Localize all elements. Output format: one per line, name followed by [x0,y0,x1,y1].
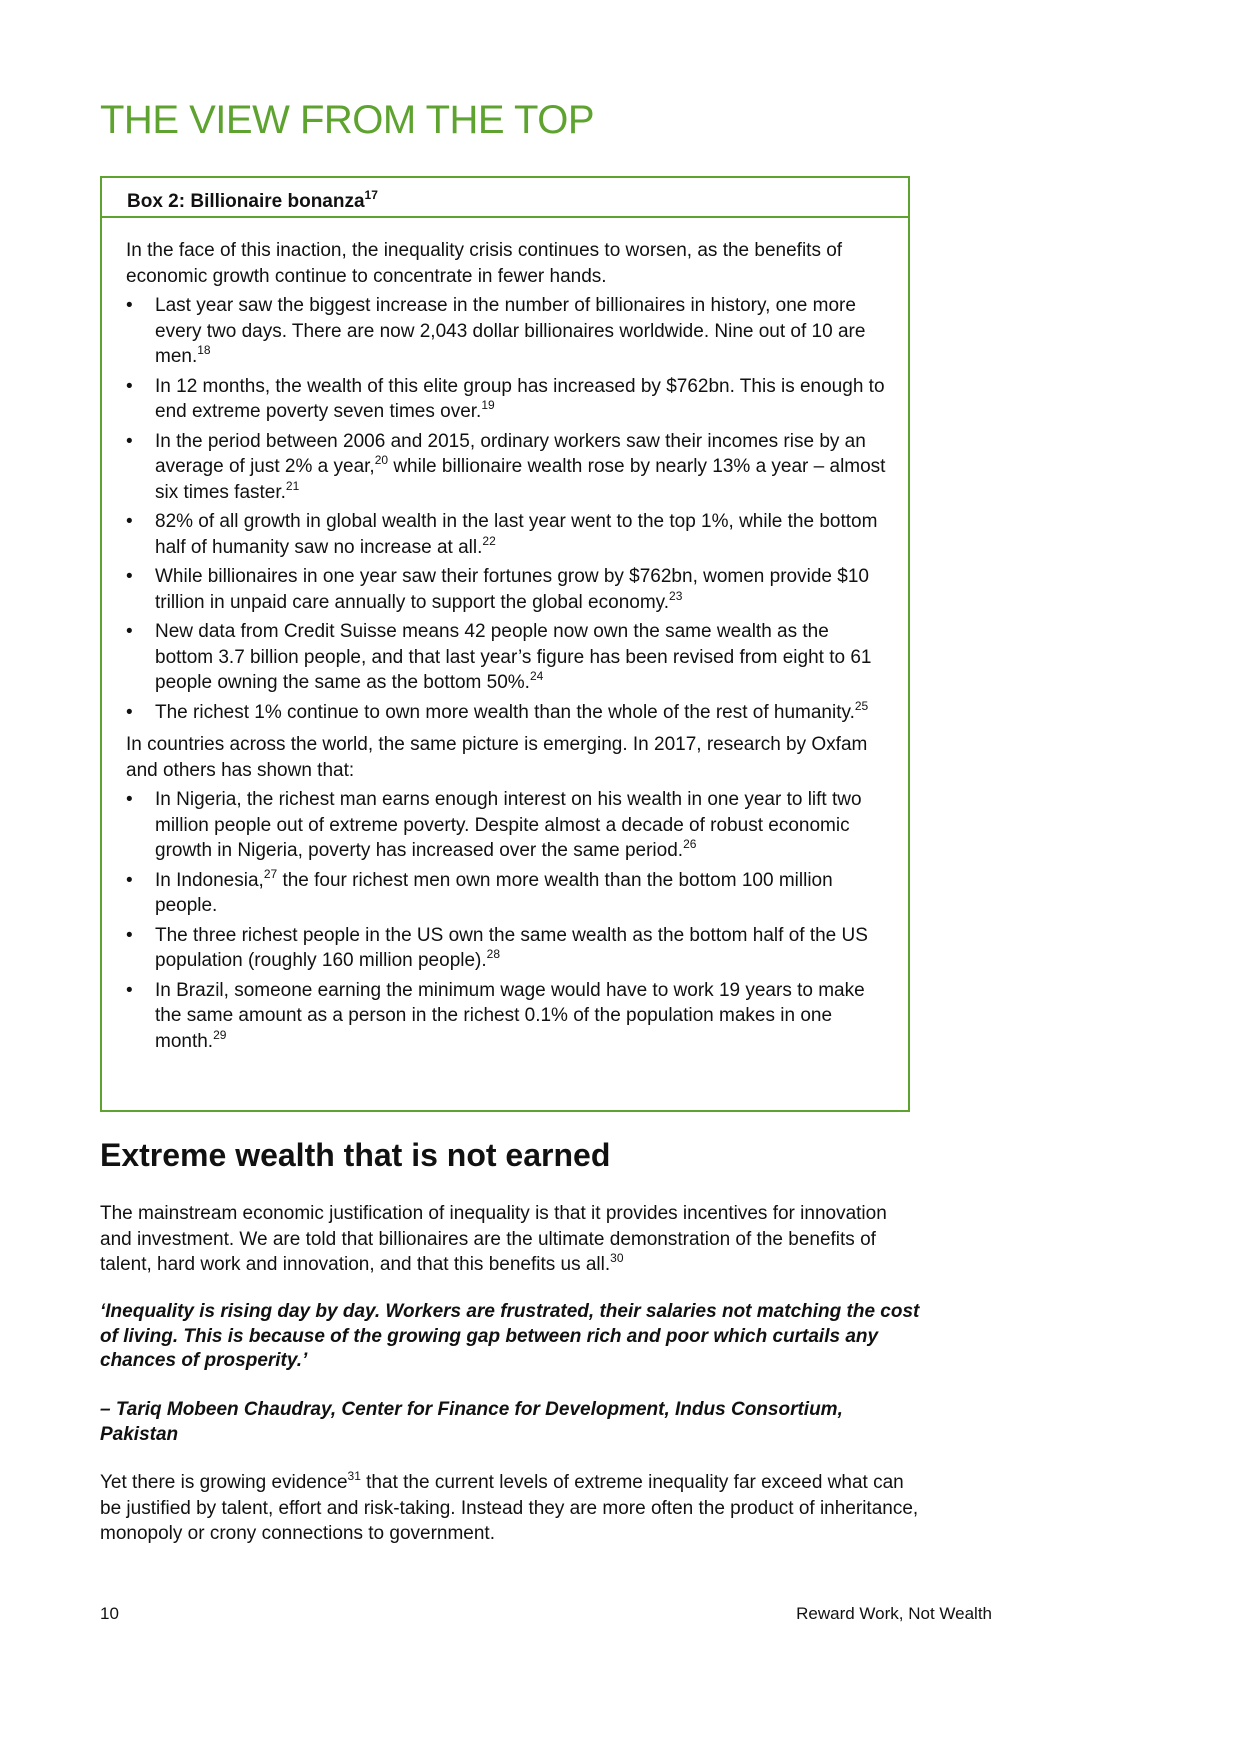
list-item: • In Indonesia,$^{27}$ the four richest men own more wealth than the bottom 100 million people. [126,868,888,919]
bullet-list-countries [126,787,888,1054]
box-billionaire-bonanza [100,176,910,1112]
list-item: • The richest 1% continue to own more wealth than the whole of the rest of humanity.$^{25}$ [126,700,888,726]
footnote-ref: 30 [610,1251,624,1265]
footnote-ref: 17 [364,188,378,202]
footnote-ref: 31 [347,1469,361,1483]
footnote-ref: 18 [197,343,211,357]
pull-quote: ‘Inequality is rising day by day. Workers are frustrated, their salaries not matching the cost of living. This is because of the growing gap between rich and poor which curtails any chances of prosperity.’ [100,1301,920,1371]
list-item: • In the period between 2006 and 2015, ordinary workers saw their incomes rise by an average of just 2% a year,$^{20}$ while billionaire wealth rose by nearly 13% a year – almost six times faster.$^{21}$ [126,429,888,506]
footnote-ref: 26 [683,837,697,851]
box-intro: In the face of this inaction, the inequality crisis continues to worsen, as the benefits of economic growth continue to concentrate in fewer hands. [126,240,843,287]
footer-title: Reward Work, Not Wealth [796,1604,992,1623]
box-middle-text: In countries across the world, the same picture is emerging. In 2017, research by Oxfam and others has shown that: [126,734,868,781]
box-title [102,178,908,218]
footnote-ref: 27 [263,866,278,881]
footnote-ref: 21 [285,478,300,493]
footnote-ref: 20 [374,453,389,467]
footnote-ref: 29 [213,1027,227,1042]
footnote-ref: 19 [481,398,495,412]
list-item: • The three richest people in the US own the same wealth as the bottom half of the US population (roughly 160 million people).$^{28}$ [126,923,888,974]
footnote-ref: 24 [529,669,544,683]
list-item: • Last year saw the biggest increase in the number of billionaires in history, one more every two days. There are now 2,043 dollar billionaires worldwide. Nine out of 10 are men.$^{18}$ [126,293,888,370]
list-item: • In 12 months, the wealth of this elite group has increased by $762bn. This is enough to end extreme poverty seven times over.$^{19}$ [126,374,888,425]
footnote-ref: 25 [854,698,869,713]
quote-attribution: – Tariq Mobeen Chaudray, Center for Finance for Development, Indus Consortium, Pakistan [100,1399,843,1445]
list-item: • While billionaires in one year saw their fortunes grow by $762bn, women provide $10 trillion in unpaid care annually to support the global economy.$^{23}$ [126,564,888,615]
list-item: • In Brazil, someone earning the minimum wage would have to work 19 years to make the same amount as a person in the richest 0.1% of the population makes in one month.$^{29}$ [126,978,888,1055]
box-body [102,218,908,1054]
bullet-list-global [126,293,888,725]
paragraph-evidence: Yet there is growing evidence$^{31}$ that the current levels of extreme inequality far exceed what can be justified by talent, effort and risk-taking. Instead they are more often the product of inheritance, monopoly or crony connections to government. [100,1469,919,1544]
footnote-ref: 28 [486,947,501,961]
list-item: • 82% of all growth in global wealth in the last year went to the top 1%, while the bottom half of humanity saw no increase at all.$^{22}$ [126,509,888,560]
footnote-ref: 22 [482,533,496,548]
section-heading: Extreme wealth that is not earned [100,1137,611,1173]
page-number: 10 [100,1604,119,1623]
list-item: • In Nigeria, the richest man earns enough interest on his wealth in one year to lift two million people out of extreme poverty. Despite almost a decade of robust economic growth in Nigeria, poverty has increased over the same period.$^{26}$ [126,787,888,864]
list-item: • New data from Credit Suisse means 42 people now own the same wealth as the bottom 3.7 billion people, and that last year’s figure has been revised from eight to 61 people owning the same as the bottom 50%.$^{24}$ [126,619,888,696]
box-title-text: Box 2: Billionaire bonanza [127,191,365,212]
paragraph-justification: The mainstream economic justification of inequality is that it provides incentives for innovation and investment. We are told that billionaires are the ultimate demonstration of the benefits of talent, hard work and innovation, and that this benefits us all.$^{30}$ [100,1203,887,1275]
page-heading: THE VIEW FROM THE TOP [100,98,594,142]
footnote-ref: 23 [669,588,683,603]
